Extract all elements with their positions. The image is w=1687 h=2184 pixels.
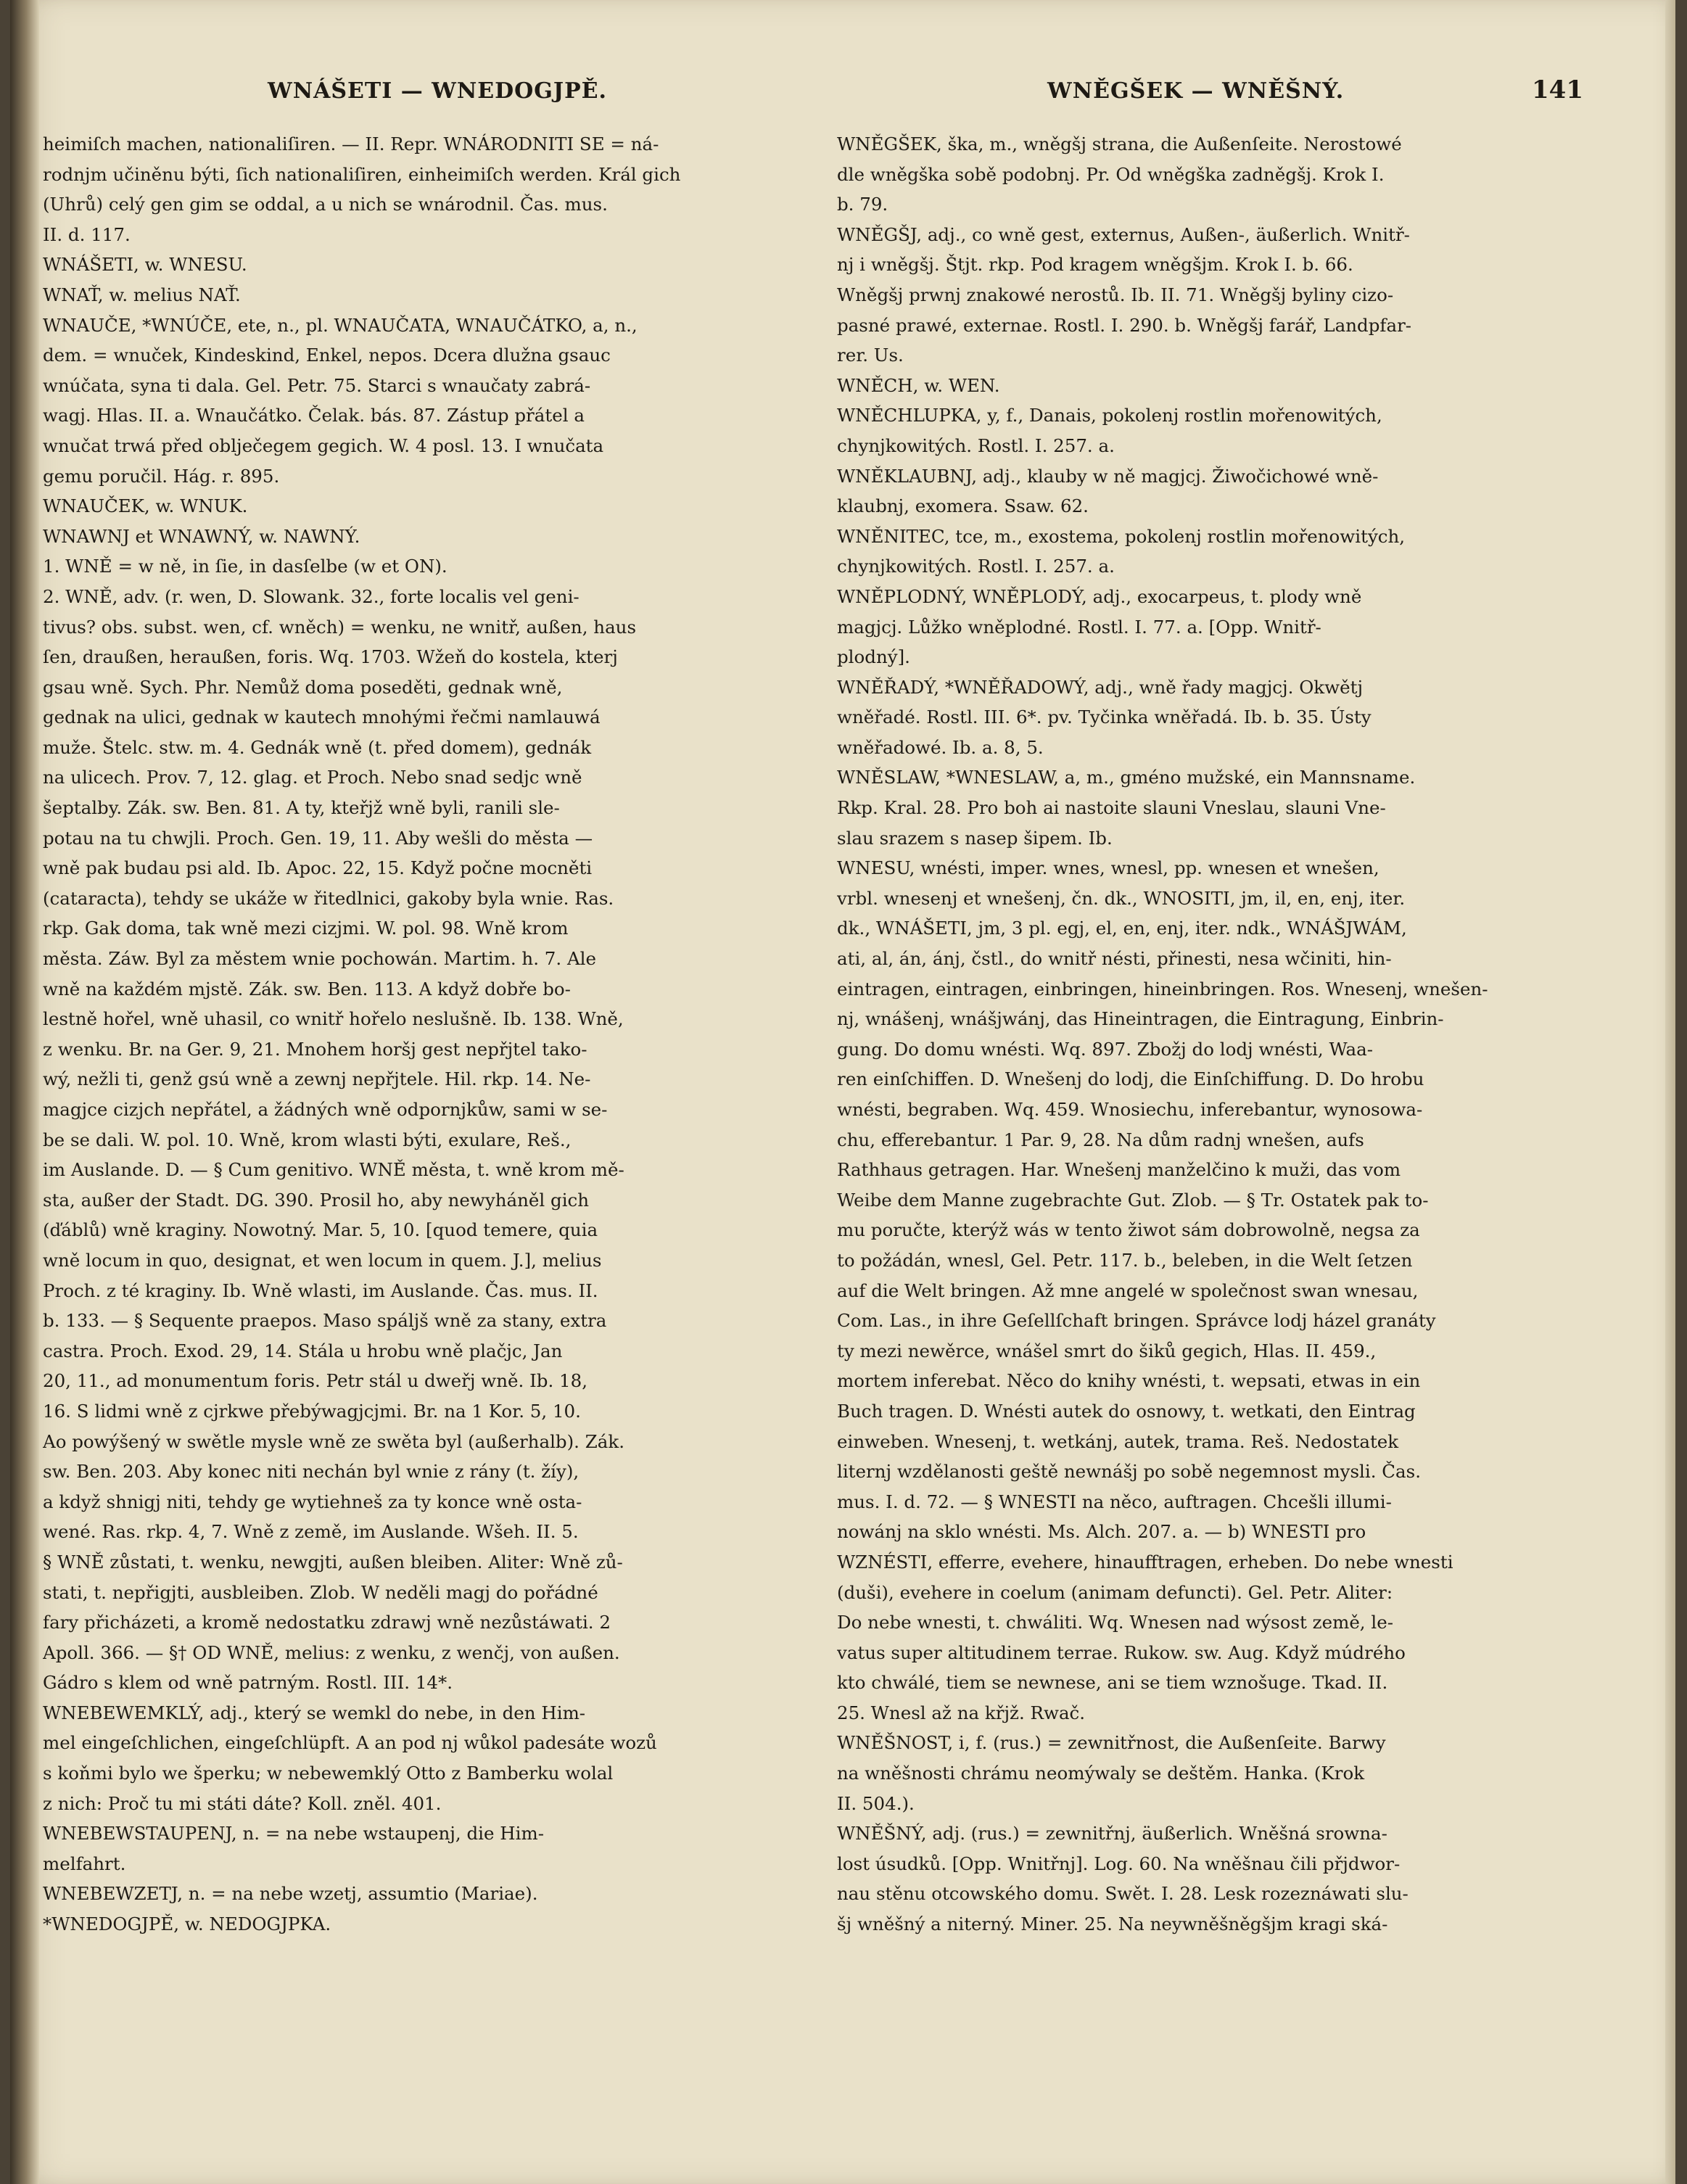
text-line: pasné prawé, externae. Rostl. I. 290. b. Wněgšj farář, Landpfar- — [837, 314, 1412, 336]
text-line: Ao powýšený w swětle mysle wně ze swěta byl (außerhalb). Zák. — [43, 1430, 624, 1452]
text-line: a když shnigj niti, tehdy ge wytiehneš za ty konce wně osta- — [43, 1491, 582, 1512]
page-number: 141 — [1532, 75, 1583, 104]
text-line: nj, wnášenj, wnášjwánj, das Hineintragen, die Eintragung, Einbrin- — [837, 1008, 1444, 1030]
text-line: WNĚNITEC, tce, m., exostema, pokolenj rostlin mořenowitých, — [837, 525, 1406, 547]
text-line: (cataracta), tehdy se ukáže w řitedlnici, gakoby byla wnie. Ras. — [43, 887, 614, 909]
text-line: ſen, draußen, heraußen, foris. Wq. 1703. Wžeň do kostela, kterj — [43, 646, 618, 668]
text-line: wnúčata, syna ti dala. Gel. Petr. 75. Starci s wnaučaty zabrá- — [43, 374, 591, 396]
text-line: potau na tu chwjli. Proch. Gen. 19, 11. Aby wešli do města — — [43, 827, 593, 849]
text-line: 25. Wnesl až na křjž. Rwač. — [837, 1702, 1086, 1723]
text-line: im Auslande. D. — § Cum genitivo. WNĚ města, t. wně krom mě- — [43, 1159, 624, 1181]
text-line: ati, al, án, ánj, čstl., do wnitř nésti, přinesti, nesa wčiniti, hin- — [837, 948, 1392, 970]
text-line: (ďáblů) wně kraginy. Nowotný. Mar. 5, 10. [quod temere, quia — [43, 1219, 598, 1241]
text-line: Com. Las., in ihre Geſellſchaft bringen. Správce lodj házel granáty — [837, 1310, 1436, 1332]
text-line: Wněgšj prwnj znakowé nerostů. Ib. II. 71. Wněgšj byliny cizo- — [837, 284, 1394, 305]
text-line: nau stěnu otcowského domu. Swět. I. 28. Lesk rozeznáwati slu- — [837, 1883, 1408, 1905]
text-line: 2. WNĚ, adv. (r. wen, D. Slowank. 32., forte localis vel geni- — [43, 585, 579, 607]
text-line: kto chwálé, tiem se newnese, ani se tiem wznošuge. Tkad. II. — [837, 1672, 1388, 1694]
right-column — [837, 129, 1564, 1940]
text-line: Buch tragen. D. Wnésti autek do osnowy, t. wetkati, den Eintrag — [837, 1400, 1416, 1422]
text-line: to požádán, wnesl, Gel. Petr. 117. b., beleben, in die Welt ſetzen — [837, 1249, 1413, 1271]
text-line: lestně hořel, wně uhasil, co wnitř hořelo neslušně. Ib. 138. Wně, — [43, 1008, 624, 1030]
text-line: WNĚSLAW, *WNESLAW, a, m., gméno mužské, ein Mannsname. — [837, 767, 1416, 788]
text-line: WNĚKLAUBNJ, adj., klauby w ně magjcj. Žiwočichowé wně- — [837, 465, 1379, 487]
text-line: plodný]. — [837, 646, 910, 668]
text-line: wně pak budau psi ald. Ib. Apoc. 22, 15. Když počne mocněti — [43, 857, 593, 879]
text-line: tivus? obs. subst. wen, cf. wněch) = wenku, ne wnitř, außen, haus — [43, 616, 637, 638]
text-line: mortem inferebat. Něco do knihy wnésti, t. wepsati, etwas in ein — [837, 1370, 1421, 1392]
text-line: z wenku. Br. na Ger. 9, 21. Mnohem horšj gest nepřjtel tako- — [43, 1038, 587, 1060]
text-line: chu, efferebantur. 1 Par. 9, 28. Na dům radnj wnešen, aufs — [837, 1129, 1364, 1150]
text-line: nowánj na sklo wnésti. Ms. Alch. 207. a. — b) WNESTI pro — [837, 1521, 1366, 1543]
text-line: (Uhrů) celý gen gim se oddal, a u nich se wnárodnil. Čas. mus. — [43, 194, 608, 215]
text-line: Proch. z té kraginy. Ib. Wně wlasti, im Auslande. Čas. mus. II. — [43, 1280, 598, 1301]
text-line: Rkp. Kral. 28. Pro boh ai nastoite slauni Vneslau, slauni Vne- — [837, 797, 1386, 819]
text-line: mus. I. d. 72. — § WNESTI na něco, auftragen. Chcešli illumi- — [837, 1491, 1392, 1512]
text-line: heimiſch machen, nationaliſiren. — II. Repr. WNÁRODNITI SE = ná- — [43, 133, 659, 154]
text-line: chynjkowitých. Rostl. I. 257. a. — [837, 434, 1115, 456]
text-line: castra. Proch. Exod. 29, 14. Stála u hrobu wně plačjc, Jan — [43, 1340, 563, 1361]
text-line: šeptalby. Zák. sw. Ben. 81. A ty, kteřjž wně byli, ranili sle- — [43, 797, 560, 819]
text-line: Weibe dem Manne zugebrachte Gut. Zlob. — § Tr. Ostatek pak to- — [837, 1189, 1429, 1211]
text-line: chynjkowitých. Rostl. I. 257. a. — [837, 556, 1115, 577]
text-line: ty mezi newěrce, wnášel smrt do šiků gegich, Hlas. II. 459., — [837, 1340, 1377, 1361]
text-line: fary přicházeti, a kromě nedostatku zdrawj wně nezůstáwati. 2 — [43, 1612, 611, 1633]
text-line: 16. S lidmi wně z cjrkwe přebýwagjcjmi. Br. na 1 Kor. 5, 10. — [43, 1400, 581, 1422]
text-line: gsau wně. Sych. Phr. Nemůž doma poseděti, gednak wně, — [43, 676, 563, 698]
text-line: vrbl. wnesenj et wnešenj, čn. dk., WNOSITI, jm, il, en, enj, iter. — [837, 887, 1406, 909]
text-line: Rathhaus getragen. Har. Wnešenj manželčino k muži, das vom — [837, 1159, 1401, 1181]
text-line: města. Záw. Byl za městem wnie pochowán. Martim. h. 7. Ale — [43, 948, 596, 970]
text-line: z nich: Proč tu mi státi dáte? Koll. zněl. 401. — [43, 1792, 442, 1814]
text-line: sta, außer der Stadt. DG. 390. Prosil ho, aby newyháněl gich — [43, 1189, 590, 1211]
text-line: mel eingeſchlichen, eingeſchlüpft. A an pod nj wůkol padesáte wozů — [43, 1732, 657, 1754]
text-line: b. 79. — [837, 194, 888, 215]
text-line: WNĚPLODNÝ, WNĚPLODÝ, adj., exocarpeus, t. plody wně — [837, 585, 1362, 607]
text-line: einweben. Wnesenj, t. wetkánj, autek, trama. Reš. Nedostatek — [837, 1430, 1399, 1452]
text-line: vatus super altitudinem terrae. Rukow. sw. Aug. Když múdrého — [837, 1641, 1406, 1663]
text-line: wý, nežli ti, genž gsú wně a zewnj nepřjtele. Hil. rkp. 14. Ne- — [43, 1068, 591, 1090]
text-line: WNESU, wnésti, imper. wnes, wnesl, pp. wnesen et wnešen, — [837, 857, 1379, 879]
text-line: *WNEDOGJPĚ, w. NEDOGJPKA. — [43, 1913, 331, 1935]
text-line: melfahrt. — [43, 1853, 126, 1874]
text-line: sw. Ben. 203. Aby konec niti nechán byl wnie z rány (t. žíy), — [43, 1461, 579, 1483]
text-line: WNĚŠNOST, i, f. (rus.) = zewnitřnost, die Außenſeite. Barwy — [837, 1732, 1386, 1754]
book-spine — [10, 0, 39, 2184]
text-line: WNAUČEK, w. WNUK. — [43, 495, 248, 517]
text-line: gednak na ulici, gednak w kautech mnohými řečmi namlauwá — [43, 706, 601, 728]
text-line: nj i wněgšj. Štjt. rkp. Pod kragem wněgšjm. Krok I. b. 66. — [837, 254, 1353, 276]
text-line: auf die Welt bringen. Až mne angelé w společnost swan wnesau, — [837, 1280, 1419, 1301]
text-line: b. 133. — § Sequente praepos. Maso spáljš wně za stany, extra — [43, 1310, 607, 1332]
text-line: WNĚGŠJ, adj., co wně gest, externus, Außen-, äußerlich. Wnitř- — [837, 223, 1410, 245]
text-line: magjcj. Lůžko wněplodné. Rostl. I. 77. a. [Opp. Wnitř- — [837, 616, 1321, 638]
text-line: mu poručte, kterýž wás w tento žiwot sám dobrowolně, negsa za — [837, 1219, 1420, 1241]
dictionary-page — [10, 0, 1675, 2184]
text-line: WNÁŠETI, w. WNESU. — [43, 254, 247, 276]
text-line: magjce cizjch nepřátel, a žádných wně odpornjkůw, sami w se- — [43, 1099, 608, 1120]
text-line: WZNÉSTI, efferre, evehere, hinaufftragen, erheben. Do nebe wnesti — [837, 1551, 1453, 1573]
text-line: dle wněgška sobě podobnj. Pr. Od wněgška zadněgšj. Krok I. — [837, 163, 1385, 185]
text-line: šj wněšný a niterný. Miner. 25. Na neywněšněgšjm kragi ská- — [837, 1913, 1388, 1935]
text-line: Apoll. 366. — §† OD WNĚ, melius: z wenku, z wenčj, von außen. — [43, 1641, 620, 1663]
text-line: ren einſchiffen. D. Wnešenj do lodj, die Einſchiffung. D. Do hrobu — [837, 1068, 1424, 1090]
left-running-head: WNÁŠETI — WNEDOGJPĚ. — [268, 78, 607, 104]
text-line: wnésti, begraben. Wq. 459. Wnosiechu, inferebantur, wynosowa- — [837, 1099, 1423, 1120]
text-line: II. 504.). — [837, 1792, 915, 1814]
text-line: WNAWNJ et WNAWNÝ, w. NAWNÝ. — [43, 525, 360, 547]
text-line: § WNĚ zůstati, t. wenku, newgjti, außen bleiben. Aliter: Wně zů- — [43, 1551, 623, 1573]
text-line: WNĚŠNÝ, adj. (rus.) = zewnitřnj, äußerlich. Wněšná srowna- — [837, 1823, 1387, 1845]
text-line: s koňmi bylo we šperku; w nebewemklý Otto z Bamberku wolal — [43, 1763, 614, 1784]
text-line: wněřadowé. Ib. a. 8, 5. — [837, 736, 1044, 758]
text-line: wně na každém mjstě. Zák. sw. Ben. 113. A když dobře bo- — [43, 978, 571, 1000]
text-line: eintragen, eintragen, einbringen, hineinbringen. Ros. Wnesenj, wnešen- — [837, 978, 1488, 1000]
text-line: wnučat trwá před oblječegem gegich. W. 4 posl. 13. I wnučata — [43, 434, 604, 456]
text-line: lost úsudků. [Opp. Wnitřnj]. Log. 60. Na wněšnau čili přjdwor- — [837, 1853, 1401, 1874]
text-line: WNEBEWZETJ, n. = na nebe wzetj, assumtio (Mariae). — [43, 1883, 538, 1905]
text-line: WNĚŘADÝ, *WNĚŘADOWÝ, adj., wně řady magjcj. Okwětj — [837, 676, 1364, 698]
text-line: WNĚCHLUPKA, y, f., Danais, pokolenj rostlin mořenowitých, — [837, 405, 1382, 427]
text-line: muže. Štelc. stw. m. 4. Gednák wně (t. před domem), gednák — [43, 736, 592, 758]
text-line: wně locum in quo, designat, et wen locum in quem. J.], melius — [43, 1249, 602, 1271]
text-line: dem. = wnuček, Kindeskind, Enkel, nepos. Dcera dlužna gsauc — [43, 345, 611, 366]
text-line: slau srazem s nasep šipem. Ib. — [837, 827, 1113, 849]
text-line: stati, t. nepřigjti, ausbleiben. Zlob. W neděli magj do pořádné — [43, 1581, 598, 1603]
text-line: WNAUČE, *WNÚČE, ete, n., pl. WNAUČATA, WNAUČÁTKO, a, n., — [43, 314, 638, 336]
text-line: liternj wzdělanosti geště newnášj po sobě negemnost mysli. Čas. — [837, 1461, 1421, 1483]
text-line: wagj. Hlas. II. a. Wnaučátko. Čelak. bás. 87. Zástup přátel a — [43, 405, 585, 427]
text-line: rkp. Gak doma, tak wně mezi cizjmi. W. pol. 98. Wně krom — [43, 918, 569, 939]
text-line: rer. Us. — [837, 345, 904, 366]
text-line: Do nebe wnesti, t. chwáliti. Wq. Wnesen nad wýsost země, le- — [837, 1612, 1394, 1633]
text-line: na wněšnosti chrámu neomýwaly se deštěm. Hanka. (Krok — [837, 1763, 1365, 1784]
text-line: gemu poručil. Hág. r. 895. — [43, 465, 280, 487]
left-column — [43, 129, 768, 1940]
text-line: WNEBEWSTAUPENJ, n. = na nebe wstaupenj, die Him- — [43, 1823, 544, 1845]
text-line: II. d. 117. — [43, 223, 131, 245]
right-running-head: WNĚGŠEK — WNĚŠNÝ. — [1047, 78, 1345, 104]
text-line: WNEBEWEMKLÝ, adj., který se wemkl do nebe, in den Him- — [43, 1702, 586, 1723]
text-line: wené. Ras. rkp. 4, 7. Wně z země, im Auslande. Wšeh. II. 5. — [43, 1521, 579, 1543]
text-line: WNĚGŠEK, ška, m., wněgšj strana, die Außenſeite. Nerostowé — [837, 133, 1402, 154]
text-line: WNAŤ, w. melius NAŤ. — [43, 284, 241, 305]
text-line: na ulicech. Prov. 7, 12. glag. et Proch. Nebo snad sedjc wně — [43, 767, 582, 788]
text-line: be se dali. W. pol. 10. Wně, krom wlasti býti, exulare, Reš., — [43, 1129, 572, 1150]
page-edge — [1665, 0, 1675, 2184]
text-line: klaubnj, exomera. Ssaw. 62. — [837, 495, 1089, 517]
text-line: gung. Do domu wnésti. Wq. 897. Zbožj do lodj wnésti, Waa- — [837, 1038, 1374, 1060]
text-line: WNĚCH, w. WEN. — [837, 374, 1000, 396]
text-line: rodnjm učiněnu býti, ſich nationaliſiren, einheimiſch werden. Král gich — [43, 163, 681, 185]
text-line: 1. WNĚ = w ně, in ſie, in dasſelbe (w et ON). — [43, 556, 447, 577]
text-line: (duši), evehere in coelum (animam defuncti). Gel. Petr. Aliter: — [837, 1581, 1393, 1603]
text-line: Gádro s klem od wně patrným. Rostl. III. 14*. — [43, 1672, 453, 1694]
text-line: dk., WNÁŠETI, jm, 3 pl. egj, el, en, enj, iter. ndk., WNÁŠJWÁM, — [837, 918, 1407, 939]
text-line: wněřadé. Rostl. III. 6*. pv. Tyčinka wněřadá. Ib. b. 35. Ústy — [837, 706, 1372, 728]
text-line: 20, 11., ad monumentum foris. Petr stál u dweřj wně. Ib. 18, — [43, 1370, 587, 1392]
